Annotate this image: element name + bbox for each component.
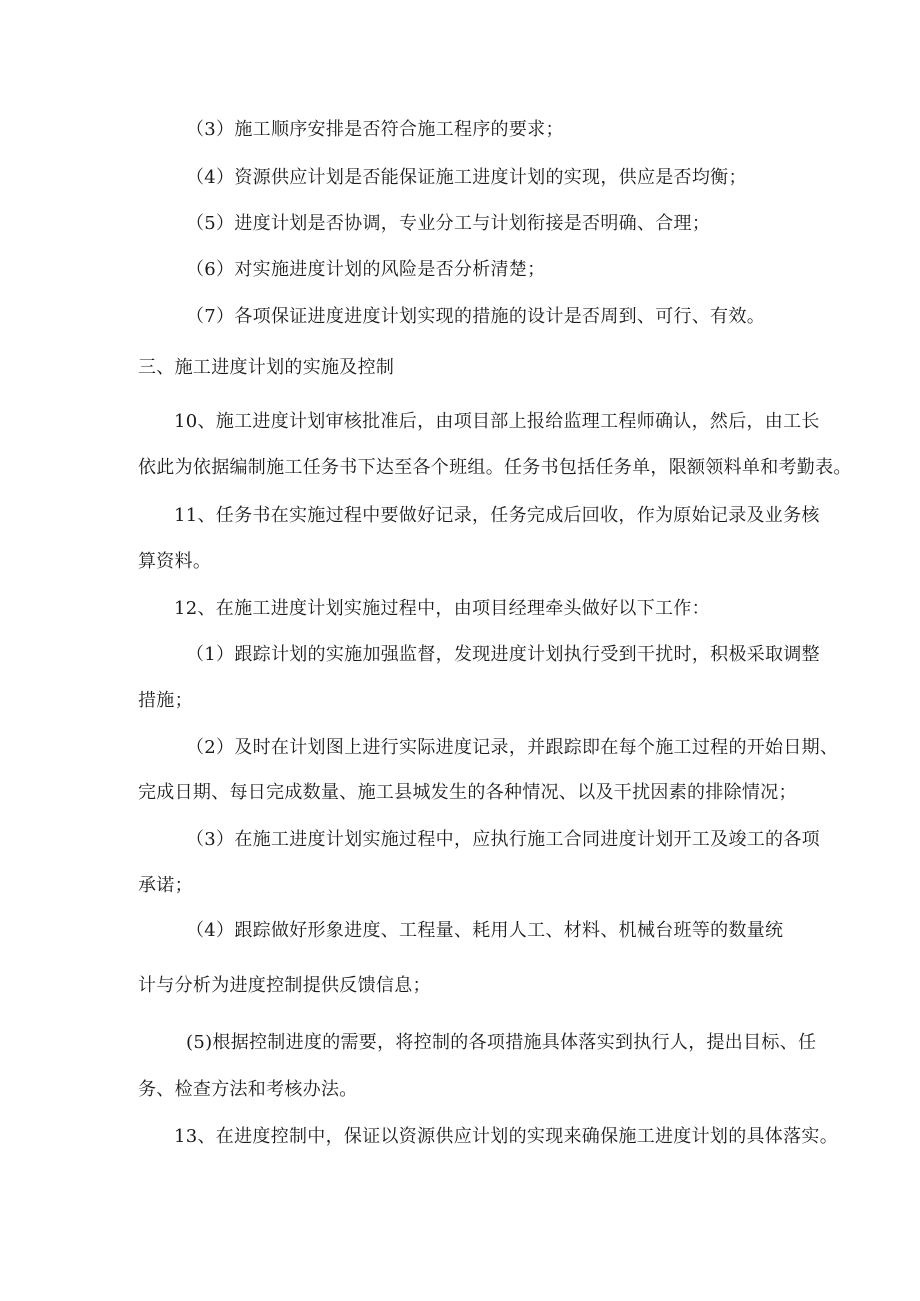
list-item-continuation: 承诺；: [138, 875, 193, 896]
list-item: （4）跟踪做好形象进度、工程量、耗用人工、材料、机械台班等的数量统: [186, 920, 784, 941]
list-item-continuation: 措施；: [138, 690, 193, 711]
list-item-continuation: 计与分析为进度控制提供反馈信息；: [138, 975, 431, 996]
list-item: (5)根据控制进度的需要，将控制的各项措施具体落实到执行人，提出目标、任: [186, 1032, 817, 1053]
paragraph-line: 13、在进度控制中，保证以资源供应计划的实现来确保施工进度计划的具体落实。: [174, 1126, 839, 1147]
list-item: （5）进度计划是否协调，专业分工与计划衔接是否明确、合理；: [186, 213, 711, 234]
paragraph-line: 依此为依据编制施工任务书下达至各个班组。任务书包括任务单，限额领料单和考勤表。: [138, 457, 852, 478]
list-item: （4）资源供应计划是否能保证施工进度计划的实现，供应是否均衡；: [186, 167, 747, 188]
list-item: （6）对实施进度计划的风险是否分析清楚；: [186, 259, 546, 280]
list-item: （7）各项保证进度进度计划实现的措施的设计是否周到、可行、有效。: [186, 306, 766, 327]
list-item: （3）在施工进度计划实施过程中，应执行施工合同进度计划开工及竣工的各项: [186, 829, 820, 850]
list-item-continuation: 务、检查方法和考核办法。: [138, 1079, 358, 1100]
list-item-continuation: 完成日期、每日完成数量、施工县城发生的各种情况、以及干扰因素的排除情况；: [138, 782, 797, 803]
paragraph-line: 12、在施工进度计划实施过程中，由项目经理牵头做好以下工作：: [174, 598, 710, 619]
list-item: （3）施工顺序安排是否符合施工程序的要求；: [186, 119, 564, 140]
list-item: （2）及时在计划图上进行实际进度记录，并跟踪即在每个施工过程的开始日期、: [186, 737, 839, 758]
paragraph-line: 算资料。: [138, 551, 212, 572]
section-heading: 三、施工进度计划的实施及控制: [138, 357, 395, 378]
paragraph-line: 11、任务书在实施过程中要做好记录，任务完成后回收，作为原始记录及业务核: [174, 505, 820, 526]
paragraph-line: 10、施工进度计划审核批准后，由项目部上报给监理工程师确认，然后，由工长: [174, 411, 820, 432]
list-item: （1）跟踪计划的实施加强监督，发现进度计划执行受到干扰时，积极采取调整: [186, 644, 820, 665]
